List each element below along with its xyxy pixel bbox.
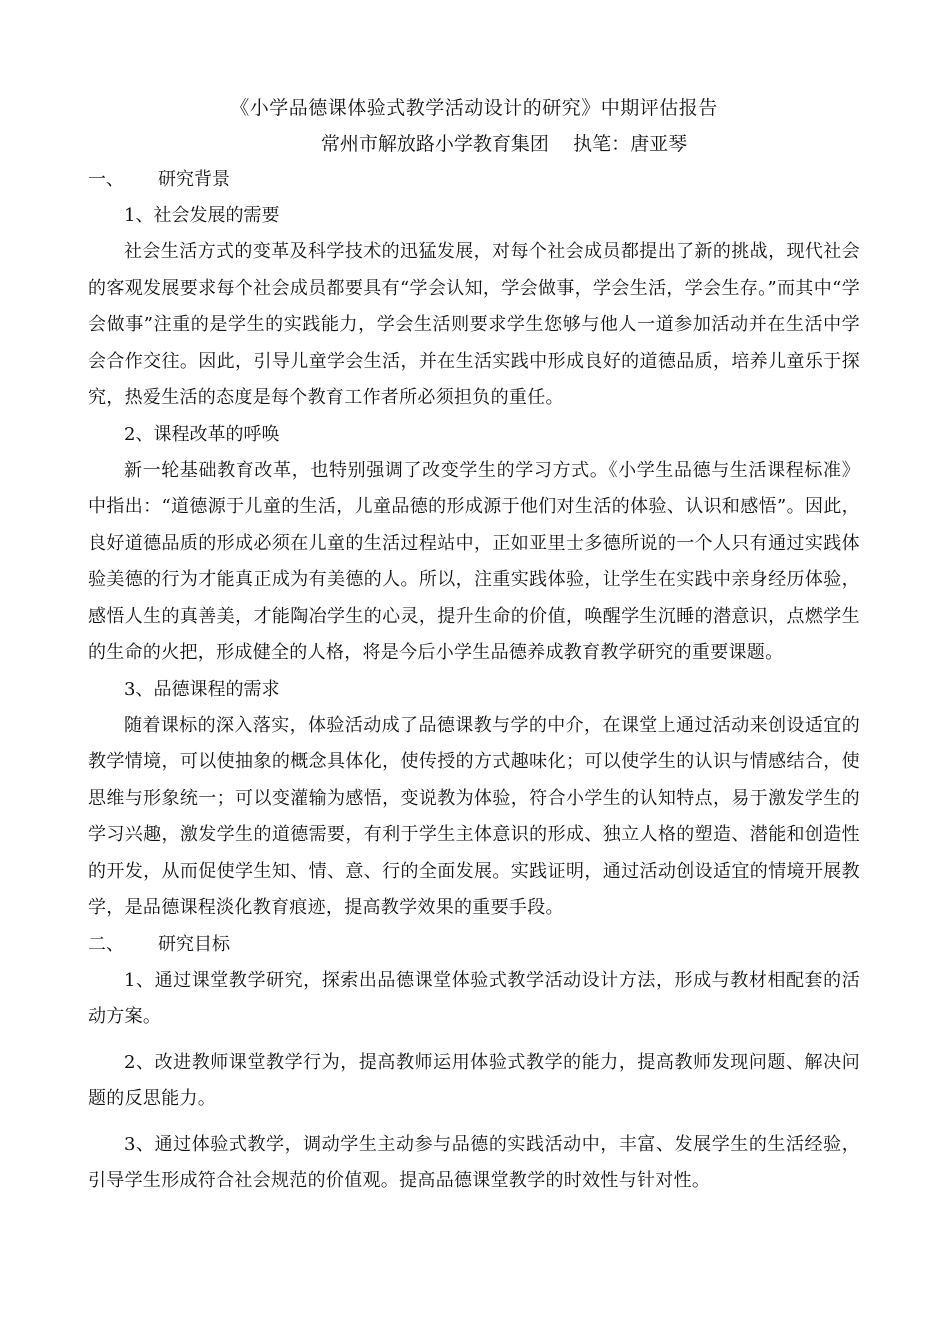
paragraph: 随着课标的深入落实，体验活动成了品德课教与学的中介，在课堂上通过活动来创设适宜的教学情境，可以使抽象的概念具体化，使传授的方式趣味化；可以使学生的认识与情感结合，使思维与形象统一；可以变灌输为感悟，变说教为体验，符合小学生的认知特点，易于激发学生的学习兴趣，激发学生的道德需要，有利于学生主体意识的形成、独立人格的塑造、潜能和创造性的开发，从而促使学生知、情、意、行的全面发展。实践证明，通过活动创设适宜的情境开展教学，是品德课程淡化教育痕迹，提高教学效果的重要手段。 xyxy=(88,714,860,918)
section-title: 研究背景 xyxy=(158,169,230,190)
document-page xyxy=(88,90,860,1209)
section-title: 研究目标 xyxy=(158,933,230,955)
goal-item: 3、通过体验式教学，调动学生主动参与品德的实践活动中，丰富、发展学生的生活经验，引导学生形成符合社会规范的价值观。提高品德课堂教学的时效性与针对性。 xyxy=(88,1133,860,1191)
goal-item: 2、改进教师课堂教学行为，提高教师运用体验式教学的能力，提高教师发现问题、解决问题的反思能力。 xyxy=(88,1051,860,1109)
document-subtitle: 常州市解放路小学教育集团 执笔：唐亚琴 xyxy=(320,133,688,155)
subheading: 1、社会发展的需要 xyxy=(124,205,280,226)
subheading: 2、课程改革的呼唤 xyxy=(124,423,280,445)
section-number: 一、 xyxy=(88,169,124,190)
section-heading xyxy=(88,162,860,198)
section-number: 二、 xyxy=(88,933,124,955)
paragraph: 新一轮基础教育改革，也特别强调了改变学生的学习方式。《小学生品德与生活课程标准》中指出：“道德源于儿童的生活，儿童品德的形成源于他们对生活的体验、认识和感悟”。因此，良好道德品质的形成必须在儿童的生活过程站中，正如亚里士多德所说的一个人只有通过实践体验美德的行为才能真正成为有美德的人。所以，注重实践体验，让学生在实践中亲身经历体验，感悟人生的真善美，才能陶冶学生的心灵，提升生命的价值，唤醒学生沉睡的潜意识，点燃学生的生命的火把，形成健全的人格，将是今后小学生品德养成教育教学研究的重要课题。 xyxy=(88,459,860,663)
subheading: 3、品德课程的需求 xyxy=(124,678,280,700)
section-heading xyxy=(88,927,860,963)
document-title: 《小学品德课体验式教学活动设计的研究》中期评估报告 xyxy=(230,97,718,119)
paragraph: 社会生活方式的变革及科学技术的迅猛发展，对每个社会成员都提出了新的挑战，现代社会的客观发展要求每个社会成员都要具有“学会认知，学会做事，学会生活，学会生存。”而其中“学会做事”注重的是学生的实践能力，学会生活则要求学生您够与他人一道参加活动并在生活中学会合作交往。因此，引导儿童学会生活，并在生活实践中形成良好的道德品质，培养儿童乐于探究，热爱生活的态度是每个教育工作者所必须担负的重任。 xyxy=(88,241,860,408)
goal-item: 1、通过课堂教学研究，探索出品德课堂体验式教学活动设计方法，形成与教材相配套的活动方案。 xyxy=(88,969,860,1027)
section-goals xyxy=(88,927,860,1200)
section-background xyxy=(88,162,860,927)
